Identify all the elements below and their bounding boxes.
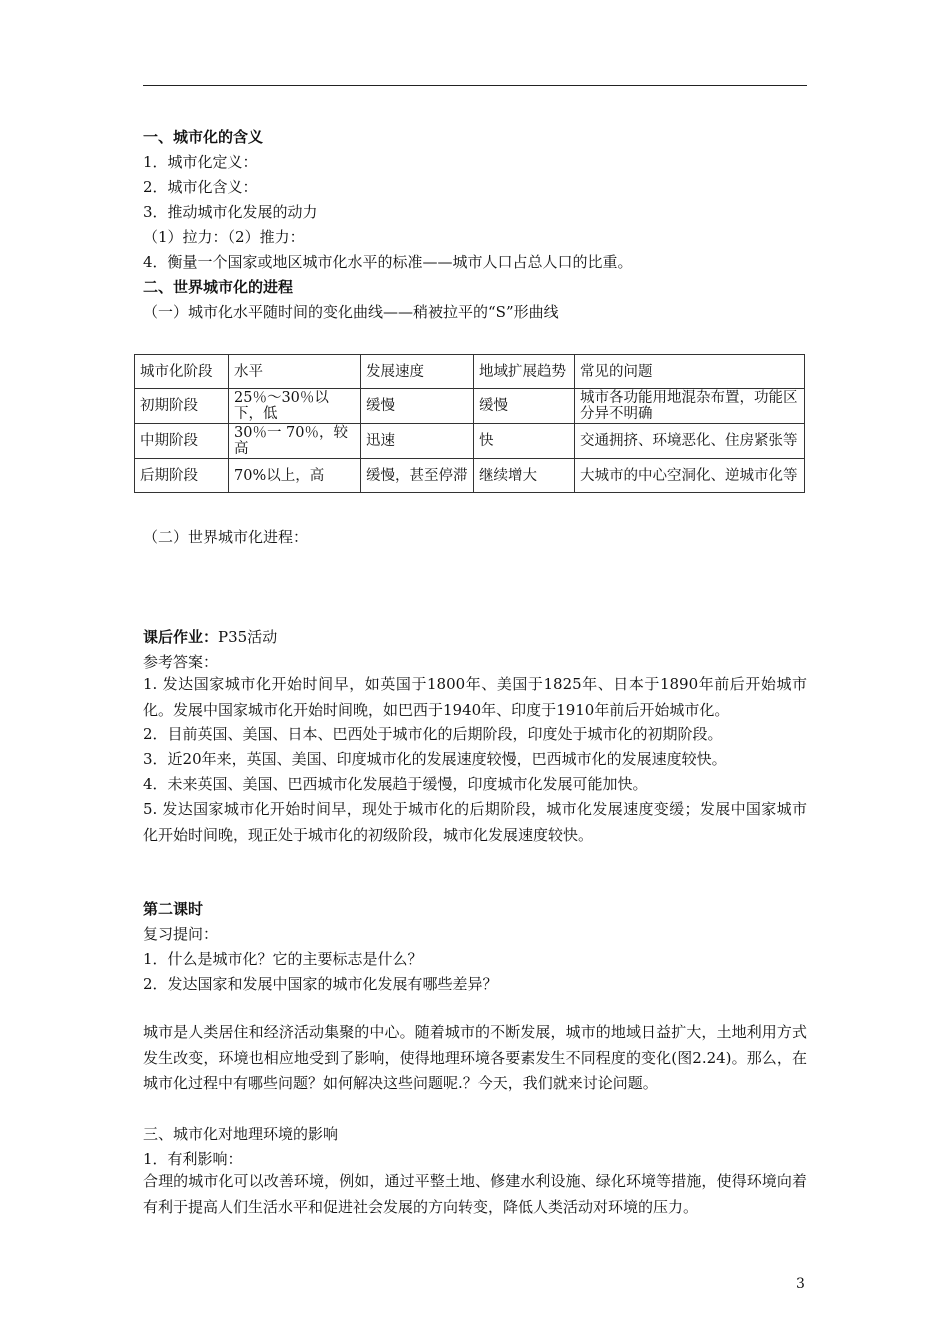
table-header-cell: 城市化阶段 <box>135 355 229 389</box>
answer-item: 3．近20年来，英国、美国、印度城市化的发展速度较慢，巴西城市化的发展速度较快。 <box>143 750 727 768</box>
table-row <box>135 424 805 459</box>
table-header-row <box>135 355 805 389</box>
table-cell: 后期阶段 <box>135 459 229 493</box>
favorable-title: 1．有利影响： <box>143 1150 243 1168</box>
table-row <box>135 389 805 424</box>
homework-line <box>143 627 277 647</box>
table-header-cell: 地域扩展趋势 <box>474 355 575 389</box>
page-number: 3 <box>796 1276 805 1292</box>
answer-item: 2．目前英国、美国、日本、巴西处于城市化的后期阶段，印度处于城市化的初期阶段。 <box>143 725 723 743</box>
answer-item: 5. 发达国家城市化开始时间早，现处于城市化的后期阶段，城市化发展速度变缓；发展中国家城市化开始时间晚，现正处于城市化的初级阶段，城市化发展速度较快。 <box>143 800 807 844</box>
table-cell: 25％～30％以下，低 <box>229 389 361 424</box>
table-cell: 缓慢，甚至停滞 <box>361 459 474 493</box>
table-row <box>135 459 805 493</box>
table-cell: 缓慢 <box>474 389 575 424</box>
section2-heading: 二、世界城市化的进程 <box>143 278 294 296</box>
header-rule <box>143 85 807 86</box>
table-cell: 中期阶段 <box>135 424 229 459</box>
section1-item: 1．城市化定义： <box>143 153 258 171</box>
table-cell: 快 <box>474 424 575 459</box>
answer-item: 1. 发达国家城市化开始时间早，如英国于1800年、美国于1825年、日本于1890年前后开始城市化。发展中国家城市化开始时间晚，如巴西于1940年、印度于1910年前后开始城市化。 <box>143 675 807 719</box>
table-header-cell: 发展速度 <box>361 355 474 389</box>
section1-item: 3．推动城市化发展的动力 <box>143 203 318 221</box>
section1-heading: 一、城市化的含义 <box>143 128 264 146</box>
table-cell: 大城市的中心空洞化、逆城市化等 <box>575 459 805 493</box>
section1-item: （1）拉力：（2）推力： <box>143 228 305 246</box>
intro-paragraph: 城市是人类居住和经济活动集聚的中心。随着城市的不断发展，城市的地域日益扩大，土地利用方式发生改变，环境也相应地受到了影响，使得地理环境各要素发生不同程度的变化(图2.24)。那么，在城市化过程中有哪些问题？如何解决这些问题呢.？今天，我们就来讨论问题。 <box>143 1023 807 1092</box>
urbanization-stage-table <box>134 354 805 493</box>
section1-item: 2．城市化含义： <box>143 178 258 196</box>
answer-item: 4．未来英国、美国、巴西城市化发展趋于缓慢，印度城市化发展可能加快。 <box>143 775 648 793</box>
answer-title: 参考答案： <box>143 653 219 671</box>
review-title: 复习提问： <box>143 925 219 943</box>
section1-item: 4．衡量一个国家或地区城市化水平的标准——城市人口占总人口的比重。 <box>143 253 633 271</box>
table-cell: 70%以上，高 <box>229 459 361 493</box>
table-cell: 初期阶段 <box>135 389 229 424</box>
homework-task: P35活动 <box>218 628 278 646</box>
table-cell: 交通拥挤、环境恶化、住房紧张等 <box>575 424 805 459</box>
table-cell: 继续增大 <box>474 459 575 493</box>
table-header-cell: 水平 <box>229 355 361 389</box>
review-question: 1．什么是城市化？它的主要标志是什么？ <box>143 950 423 968</box>
section3-heading: 三、城市化对地理环境的影响 <box>143 1125 339 1143</box>
table-cell: 30％一 70％，较高 <box>229 424 361 459</box>
table-cell: 城市各功能用地混杂布置，功能区分异不明确 <box>575 389 805 424</box>
section2-sub2: （二）世界城市化进程： <box>143 528 309 546</box>
homework-label: 课后作业： <box>143 628 219 646</box>
review-question: 2．发达国家和发展中国家的城市化发展有哪些差异？ <box>143 975 498 993</box>
table-cell: 缓慢 <box>361 389 474 424</box>
table-header-cell: 常见的问题 <box>575 355 805 389</box>
section2-sub1: （一）城市化水平随时间的变化曲线——稍被拉平的“S”形曲线 <box>143 303 559 321</box>
lesson2-heading: 第二课时 <box>143 900 204 918</box>
favorable-paragraph: 合理的城市化可以改善环境，例如，通过平整土地、修建水利设施、绿化环境等措施，使得环境向着有利于提高人们生活水平和促进社会发展的方向转变，降低人类活动对环境的压力。 <box>143 1172 807 1216</box>
table-cell: 迅速 <box>361 424 474 459</box>
